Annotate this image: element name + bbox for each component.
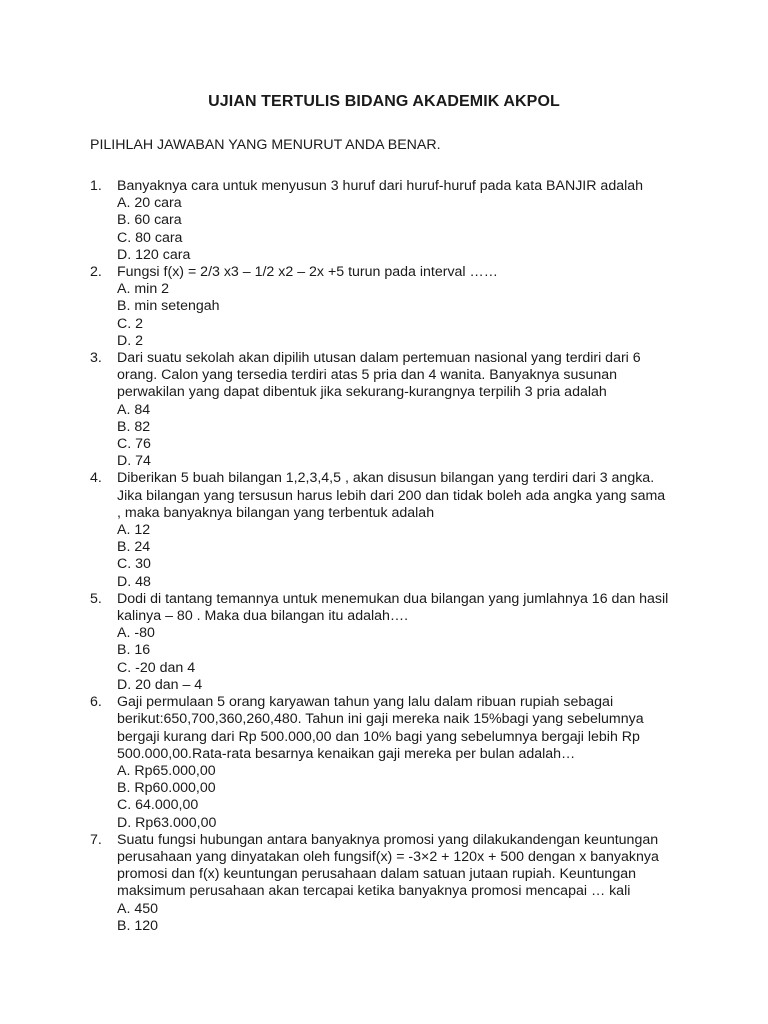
answer-option: D. 2	[117, 332, 144, 349]
question-text-line: Banyaknya cara untuk menyusun 3 huruf dari huruf-huruf pada kata BANJIR adalah	[117, 178, 644, 194]
answer-option: A. 450	[117, 900, 159, 917]
question-item	[90, 264, 690, 350]
question-number: 1.	[90, 178, 102, 194]
question-text-line: perusahaan yang dinyatakan oleh fungsif(x) = -3×2 + 120x + 500 dengan x banyaknya	[117, 848, 659, 865]
question-text-line: orang. Calon yang tersedia terdiri atas 5 pria dan 4 wanita. Banyaknya susunan	[117, 367, 618, 384]
answer-option: A. min 2	[117, 281, 170, 298]
question-text-line: Gaji permulaan 5 orang karyawan tahun yang lalu dalam ribuan rupiah sebagai	[117, 694, 614, 711]
instruction-text: PILIHLAH JAWABAN YANG MENURUT ANDA BENAR.	[90, 137, 441, 153]
answer-option: A. 20 cara	[117, 195, 182, 212]
question-number: 3.	[90, 350, 102, 367]
answer-options	[117, 522, 690, 591]
answer-option: B. 120	[117, 917, 159, 934]
question-text-line: Jika bilangan yang tersusun harus lebih dari 200 dan tidak boleh ada angka yang sama	[117, 487, 666, 504]
question-item	[90, 350, 690, 470]
answer-options	[117, 281, 690, 350]
answer-option: D. 120 cara	[117, 246, 191, 263]
question-text-line: 500.000,00.Rata-rata besarnya kenaikan gaji mereka per bulan adalah…	[117, 745, 576, 762]
answer-options	[117, 402, 690, 471]
answer-option: B. 60 cara	[117, 212, 182, 229]
answer-option: A. -80	[117, 625, 155, 642]
question-item	[90, 832, 690, 935]
question-item	[90, 591, 690, 694]
answer-option: C. 2	[117, 315, 144, 332]
question-number: 4.	[90, 470, 102, 487]
question-text-line: perwakilan yang dapat dibentuk jika sekurang-kurangnya terpilih 3 pria adalah	[117, 384, 607, 401]
answer-option: C. 80 cara	[117, 229, 183, 246]
answer-option: B. Rp60.000,00	[117, 780, 216, 797]
answer-option: D. Rp63.000,00	[117, 814, 217, 831]
answer-option: C. -20 dan 4	[117, 659, 196, 676]
question-item	[90, 470, 690, 590]
question-number: 6.	[90, 694, 102, 711]
document-title: UJIAN TERTULIS BIDANG AKADEMIK AKPOL	[208, 93, 560, 110]
answer-option: D. 20 dan – 4	[117, 676, 203, 693]
answer-options	[117, 625, 690, 694]
question-text-line: berikut:650,700,360,260,480. Tahun ini gaji mereka naik 15%bagi yang sebelumnya	[117, 711, 644, 728]
answer-option: A. 84	[117, 401, 151, 418]
question-item	[90, 694, 690, 832]
answer-option: D. 74	[117, 453, 151, 470]
answer-option: A. 12	[117, 522, 151, 539]
answer-options	[117, 195, 690, 264]
question-item	[90, 178, 690, 264]
question-number: 5.	[90, 590, 102, 607]
answer-option: C. 30	[117, 556, 151, 573]
question-text-line: Diberikan 5 buah bilangan 1,2,3,4,5 , akan disusun bilangan yang terdiri dari 3 angka.	[117, 470, 655, 487]
question-text-line: kalinya – 80 . Maka dua bilangan itu adalah….	[117, 608, 409, 625]
question-text-line: promosi dan f(x) keuntungan perusahaan dalam satuan jutaan rupiah. Keuntungan	[117, 866, 636, 883]
answer-option: B. 16	[117, 642, 151, 659]
question-list	[90, 178, 690, 935]
answer-option: B. min setengah	[117, 298, 220, 315]
answer-option: C. 76	[117, 436, 151, 453]
question-text-line: maksimum perusahaan akan tercapai ketika banyaknya promosi mencapai … kali	[117, 883, 631, 900]
question-text-line: Dodi di tantang temannya untuk menemukan dua bilangan yang jumlahnya 16 dan hasil	[117, 590, 669, 607]
question-text-line: Fungsi f(x) = 2/3 x3 – 1/2 x2 – 2x +5 turun pada interval ……	[117, 264, 498, 281]
answer-option: B. 24	[117, 539, 151, 556]
answer-option: B. 82	[117, 418, 151, 435]
answer-option: C. 64.000,00	[117, 797, 199, 814]
question-text-line: Suatu fungsi hubungan antara banyaknya promosi yang dilakukandengan keuntungan	[117, 831, 659, 848]
question-text-line: , maka banyaknya bilangan yang terbentuk adalah	[117, 504, 435, 521]
answer-options	[117, 763, 690, 832]
answer-option: D. 48	[117, 573, 151, 590]
answer-options	[117, 901, 690, 935]
question-number: 2.	[90, 264, 102, 281]
question-number: 7.	[90, 831, 102, 848]
question-text-line: Dari suatu sekolah akan dipilih utusan dalam pertemuan nasional yang terdiri dari 6	[117, 350, 641, 367]
answer-option: A. Rp65.000,00	[117, 762, 216, 779]
question-text-line: bergaji kurang dari Rp 500.000,00 dan 10% bagi yang sebelumnya bergaji lebih Rp	[117, 728, 640, 745]
